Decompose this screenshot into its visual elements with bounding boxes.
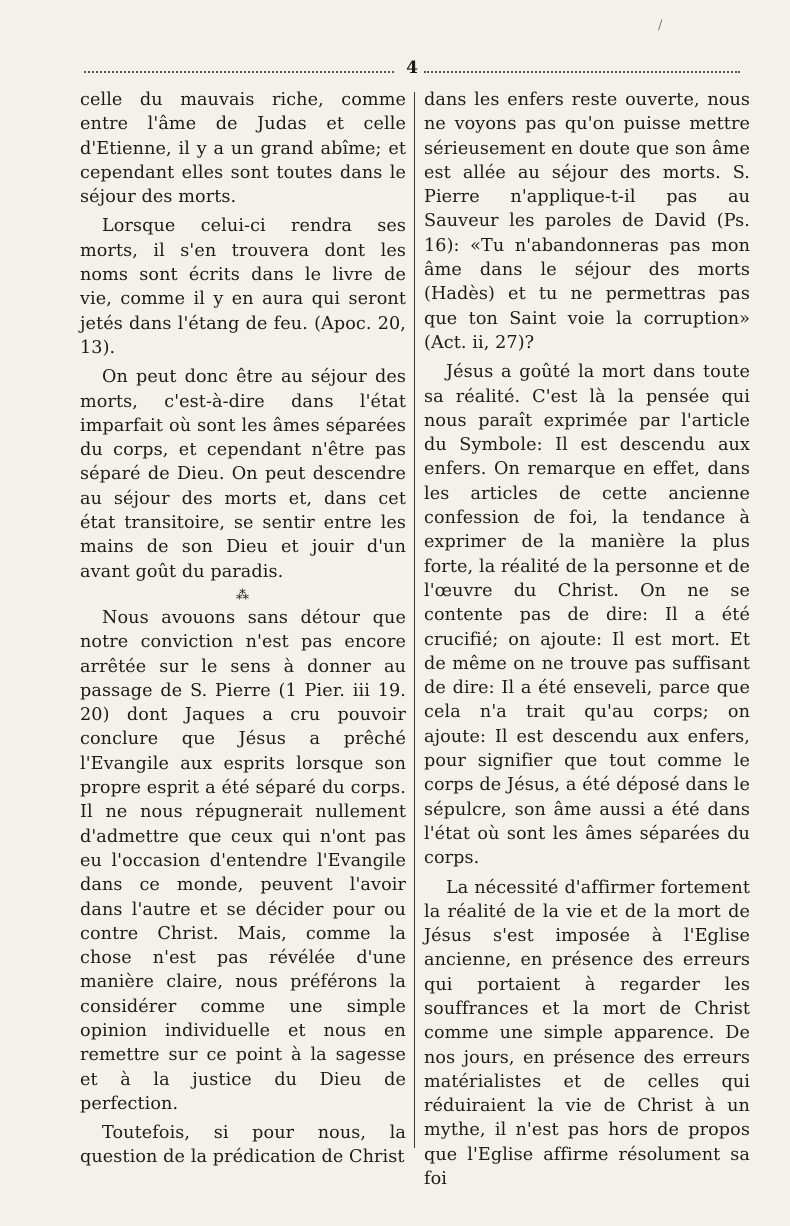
asterism-separator: ⁂ bbox=[236, 587, 250, 603]
left-paragraph-4: Nous avouons sans détour que notre conviction n'est pas encore arrêtée sur le sens à donner au passage de S. Pierre (1 Pier. iii 19. 20) dont Jaques a cru pouvoir conclure que Jésus a prêché l'Evangile aux esprits lorsque son propre esprit a été séparé du corps. Il ne nous répugnerait nullement d'admettre que ceux qui n'ont pas eu l'occasion d'entendre l'Evangile dans ce monde, peuvent l'avoir dans l'autre et se décider pour ou contre Christ. Mais, comme la chose n'est pas révélée d'une manière claire, nous préférons la considérer comme une simple opinion individuelle et nous en remettre sur ce point à la sagesse et à la justice du Dieu de perfection. bbox=[80, 607, 406, 1114]
left-paragraph-2: Lorsque celui-ci rendra ses morts, il s'en trouvera dont les noms sont écrits dans le livre de vie, comme il y en aura qui seront jetés dans l'étang de feu. (Apoc. 20, 13). bbox=[80, 216, 406, 358]
column-divider bbox=[414, 92, 415, 1148]
header-rule-right bbox=[424, 71, 740, 73]
left-paragraph-3: On peut donc être au séjour des morts, c'est-à-dire dans l'état imparfait où sont les âmes séparées du corps, et cependant n'être pas séparé de Dieu. On peut descendre au séjour des morts et, dans cet état transitoire, se sentir entre les mains de son Dieu et jouir d'un avant goût du paradis. bbox=[80, 367, 406, 582]
header-rule-left bbox=[84, 71, 394, 73]
right-column bbox=[424, 88, 750, 1196]
corner-mark: / bbox=[658, 18, 663, 33]
right-paragraph-1: dans les enfers reste ouverte, nous ne voyons pas qu'on puisse mettre sérieusement en doute que son âme est allée au séjour des morts. S. Pierre n'applique-t-il pas au Sauveur les paroles de David (Ps. 16): «Tu n'abandonneras pas mon âme dans le séjour des morts (Hadès) et tu ne permettras pas que ton Saint voie la corruption» (Act. ii, 27)? bbox=[424, 90, 750, 353]
right-paragraph-2: Jésus a goûté la mort dans toute sa réalité. C'est là la pensée qui nous paraît exprimée par l'article du Symbole: Il est descendu aux enfers. On remarque en effet, dans les articles de cette ancienne confession de foi, la tendance à exprimer de la manière la plus forte, la réalité de la personne et de l'œuvre du Christ. On ne se contente pas de dire: Il a été crucifié; on ajoute: Il est mort. Et de même on ne trouve pas suffisant de dire: Il a été enseveli, parce que cela n'a trait qu'au corps; on ajoute: Il est descendu aux enfers, pour signifier que tout comme le corps de Jésus, a été déposé dans le sépulcre, son âme aussi a été dans l'état où sont les âmes séparées du corps. bbox=[424, 362, 750, 869]
left-paragraph-5: Toutefois, si pour nous, la question de la prédication de Christ bbox=[80, 1123, 406, 1168]
left-paragraph-1: celle du mauvais riche, comme entre l'âme de Judas et celle d'Etienne, il y a un grand abîme; et cependant elles sont toutes dans le séjour des morts. bbox=[80, 90, 406, 208]
right-paragraph-3: La nécessité d'affirmer fortement la réalité de la vie et de la mort de Jésus s'est imposée à l'Eglise ancienne, en présence des erreurs qui portaient à regarder les souffrances et la mort de Christ comme une simple apparence. De nos jours, en présence des erreurs matérialistes et de celles qui réduiraient la vie de Christ à un mythe, il n'est pas hors de propos que l'Eglise affirme résolument sa foi bbox=[424, 877, 750, 1190]
left-column bbox=[80, 88, 406, 1175]
page-header bbox=[84, 58, 740, 78]
page-number: 4 bbox=[406, 58, 418, 78]
